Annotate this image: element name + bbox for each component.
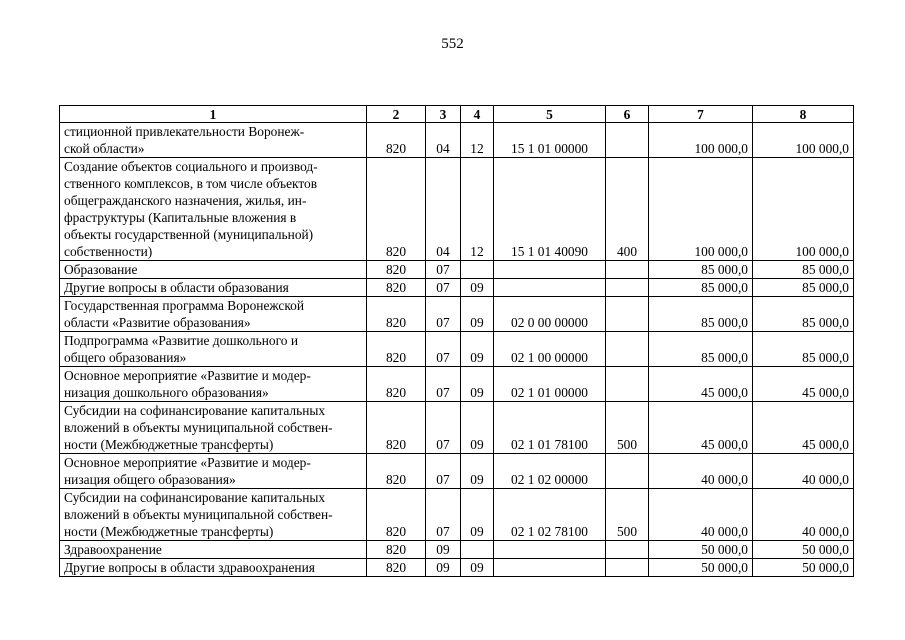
amount-cell-8: 50 000,0 bbox=[753, 541, 854, 559]
item-name-cell bbox=[60, 158, 367, 261]
subsection-cell: 09 bbox=[461, 489, 494, 541]
table-row bbox=[60, 559, 854, 577]
table-row bbox=[60, 261, 854, 279]
section-cell: 07 bbox=[426, 279, 461, 297]
expense-type-cell bbox=[606, 367, 649, 402]
expense-type-cell bbox=[606, 454, 649, 489]
item-name-line: общегражданского назначения, жилья, ин- bbox=[64, 193, 307, 208]
amount-cell-7: 85 000,0 bbox=[649, 261, 753, 279]
table-row bbox=[60, 402, 854, 454]
grbs-cell: 820 bbox=[367, 279, 426, 297]
item-name-cell bbox=[60, 332, 367, 367]
table-row bbox=[60, 489, 854, 541]
target-article-cell: 02 1 00 00000 bbox=[494, 332, 606, 367]
section-cell: 07 bbox=[426, 332, 461, 367]
amount-cell-8: 85 000,0 bbox=[753, 332, 854, 367]
item-name-line: Другие вопросы в области образования bbox=[64, 280, 289, 295]
item-name-line: Образование bbox=[64, 262, 138, 277]
item-name-line: фраструктуры (Капитальные вложения в bbox=[64, 210, 297, 225]
section-cell: 04 bbox=[426, 158, 461, 261]
amount-cell-7: 100 000,0 bbox=[649, 158, 753, 261]
subsection-cell: 09 bbox=[461, 367, 494, 402]
item-name-line: ской области» bbox=[64, 141, 145, 156]
subsection-cell: 12 bbox=[461, 123, 494, 158]
item-name-cell bbox=[60, 261, 367, 279]
column-header-8: 8 bbox=[753, 106, 854, 123]
item-name-line: Здравоохранение bbox=[64, 542, 162, 557]
item-name-cell bbox=[60, 559, 367, 577]
item-name-line: низация общего образования» bbox=[64, 472, 236, 487]
table-row bbox=[60, 279, 854, 297]
target-article-cell bbox=[494, 541, 606, 559]
expense-type-cell: 500 bbox=[606, 489, 649, 541]
subsection-cell bbox=[461, 541, 494, 559]
item-name-line: ственного комплексов, в том числе объектов bbox=[64, 176, 318, 191]
target-article-cell: 02 1 02 00000 bbox=[494, 454, 606, 489]
amount-cell-7: 85 000,0 bbox=[649, 279, 753, 297]
amount-cell-8: 85 000,0 bbox=[753, 261, 854, 279]
table-row bbox=[60, 454, 854, 489]
amount-cell-8: 100 000,0 bbox=[753, 158, 854, 261]
target-article-cell: 02 1 01 78100 bbox=[494, 402, 606, 454]
grbs-cell: 820 bbox=[367, 367, 426, 402]
table-row bbox=[60, 123, 854, 158]
column-header-5: 5 bbox=[494, 106, 606, 123]
item-name-line: вложений в объекты муниципальной собствен- bbox=[64, 507, 333, 522]
grbs-cell: 820 bbox=[367, 541, 426, 559]
target-article-cell bbox=[494, 559, 606, 577]
expense-type-cell bbox=[606, 261, 649, 279]
item-name-line: ности (Межбюджетные трансферты) bbox=[64, 437, 274, 452]
item-name-line: Другие вопросы в области здравоохранения bbox=[64, 560, 315, 575]
section-cell: 07 bbox=[426, 402, 461, 454]
section-cell: 07 bbox=[426, 489, 461, 541]
section-cell: 07 bbox=[426, 367, 461, 402]
section-cell: 07 bbox=[426, 454, 461, 489]
amount-cell-8: 50 000,0 bbox=[753, 559, 854, 577]
grbs-cell: 820 bbox=[367, 559, 426, 577]
target-article-cell: 02 1 01 00000 bbox=[494, 367, 606, 402]
amount-cell-7: 85 000,0 bbox=[649, 332, 753, 367]
section-cell: 09 bbox=[426, 541, 461, 559]
item-name-line: области «Развитие образования» bbox=[64, 315, 251, 330]
item-name-line: Субсидии на софинансирование капитальных bbox=[64, 490, 326, 505]
subsection-cell: 09 bbox=[461, 332, 494, 367]
item-name-line: Основное мероприятие «Развитие и модер- bbox=[64, 455, 311, 470]
item-name-line: общего образования» bbox=[64, 350, 187, 365]
amount-cell-8: 85 000,0 bbox=[753, 297, 854, 332]
expense-type-cell bbox=[606, 123, 649, 158]
item-name-line: Субсидии на софинансирование капитальных bbox=[64, 403, 326, 418]
table-row bbox=[60, 332, 854, 367]
table-row bbox=[60, 158, 854, 261]
item-name-line: Основное мероприятие «Развитие и модер- bbox=[64, 368, 311, 383]
section-cell: 07 bbox=[426, 261, 461, 279]
column-header-4: 4 bbox=[461, 106, 494, 123]
subsection-cell: 09 bbox=[461, 279, 494, 297]
grbs-cell: 820 bbox=[367, 332, 426, 367]
grbs-cell: 820 bbox=[367, 158, 426, 261]
subsection-cell: 09 bbox=[461, 402, 494, 454]
grbs-cell: 820 bbox=[367, 489, 426, 541]
subsection-cell: 09 bbox=[461, 297, 494, 332]
subsection-cell: 12 bbox=[461, 158, 494, 261]
item-name-line: Создание объектов социального и производ- bbox=[64, 159, 318, 174]
item-name-cell bbox=[60, 402, 367, 454]
column-header-1: 1 bbox=[60, 106, 367, 123]
amount-cell-7: 40 000,0 bbox=[649, 489, 753, 541]
expense-type-cell bbox=[606, 279, 649, 297]
item-name-cell bbox=[60, 123, 367, 158]
grbs-cell: 820 bbox=[367, 261, 426, 279]
amount-cell-7: 50 000,0 bbox=[649, 541, 753, 559]
amount-cell-8: 45 000,0 bbox=[753, 402, 854, 454]
table-row bbox=[60, 297, 854, 332]
subsection-cell: 09 bbox=[461, 454, 494, 489]
table-row bbox=[60, 367, 854, 402]
target-article-cell bbox=[494, 261, 606, 279]
amount-cell-7: 40 000,0 bbox=[649, 454, 753, 489]
item-name-line: низация дошкольного образования» bbox=[64, 385, 269, 400]
expense-type-cell: 500 bbox=[606, 402, 649, 454]
item-name-line: собственности) bbox=[64, 244, 153, 259]
subsection-cell: 09 bbox=[461, 559, 494, 577]
amount-cell-7: 100 000,0 bbox=[649, 123, 753, 158]
amount-cell-7: 45 000,0 bbox=[649, 367, 753, 402]
amount-cell-7: 50 000,0 bbox=[649, 559, 753, 577]
item-name-line: стиционной привлекательности Воронеж- bbox=[64, 124, 305, 139]
section-cell: 09 bbox=[426, 559, 461, 577]
target-article-cell bbox=[494, 279, 606, 297]
item-name-cell bbox=[60, 454, 367, 489]
item-name-line: Подпрограмма «Развитие дошкольного и bbox=[64, 333, 298, 348]
expense-type-cell bbox=[606, 541, 649, 559]
table-body bbox=[60, 123, 854, 577]
item-name-line: вложений в объекты муниципальной собствен- bbox=[64, 420, 333, 435]
expense-type-cell bbox=[606, 332, 649, 367]
item-name-cell bbox=[60, 541, 367, 559]
amount-cell-7: 45 000,0 bbox=[649, 402, 753, 454]
item-name-line: ности (Межбюджетные трансферты) bbox=[64, 524, 274, 539]
amount-cell-8: 100 000,0 bbox=[753, 123, 854, 158]
item-name-line: объекты государственной (муниципальной) bbox=[64, 227, 314, 242]
grbs-cell: 820 bbox=[367, 297, 426, 332]
item-name-cell bbox=[60, 297, 367, 332]
column-header-3: 3 bbox=[426, 106, 461, 123]
column-header-7: 7 bbox=[649, 106, 753, 123]
item-name-line: Государственная программа Воронежской bbox=[64, 298, 305, 313]
target-article-cell: 15 1 01 00000 bbox=[494, 123, 606, 158]
subsection-cell bbox=[461, 261, 494, 279]
table-row bbox=[60, 541, 854, 559]
expense-type-cell: 400 bbox=[606, 158, 649, 261]
amount-cell-8: 85 000,0 bbox=[753, 279, 854, 297]
expense-type-cell bbox=[606, 559, 649, 577]
expense-type-cell bbox=[606, 297, 649, 332]
section-cell: 04 bbox=[426, 123, 461, 158]
amount-cell-8: 45 000,0 bbox=[753, 367, 854, 402]
budget-table bbox=[59, 105, 854, 577]
table-header-row bbox=[60, 106, 854, 123]
target-article-cell: 02 1 02 78100 bbox=[494, 489, 606, 541]
column-header-2: 2 bbox=[367, 106, 426, 123]
grbs-cell: 820 bbox=[367, 454, 426, 489]
item-name-cell bbox=[60, 367, 367, 402]
target-article-cell: 15 1 01 40090 bbox=[494, 158, 606, 261]
grbs-cell: 820 bbox=[367, 123, 426, 158]
section-cell: 07 bbox=[426, 297, 461, 332]
column-header-6: 6 bbox=[606, 106, 649, 123]
amount-cell-7: 85 000,0 bbox=[649, 297, 753, 332]
amount-cell-8: 40 000,0 bbox=[753, 489, 854, 541]
amount-cell-8: 40 000,0 bbox=[753, 454, 854, 489]
item-name-cell bbox=[60, 489, 367, 541]
page-number: 552 bbox=[441, 36, 464, 52]
item-name-cell bbox=[60, 279, 367, 297]
grbs-cell: 820 bbox=[367, 402, 426, 454]
target-article-cell: 02 0 00 00000 bbox=[494, 297, 606, 332]
